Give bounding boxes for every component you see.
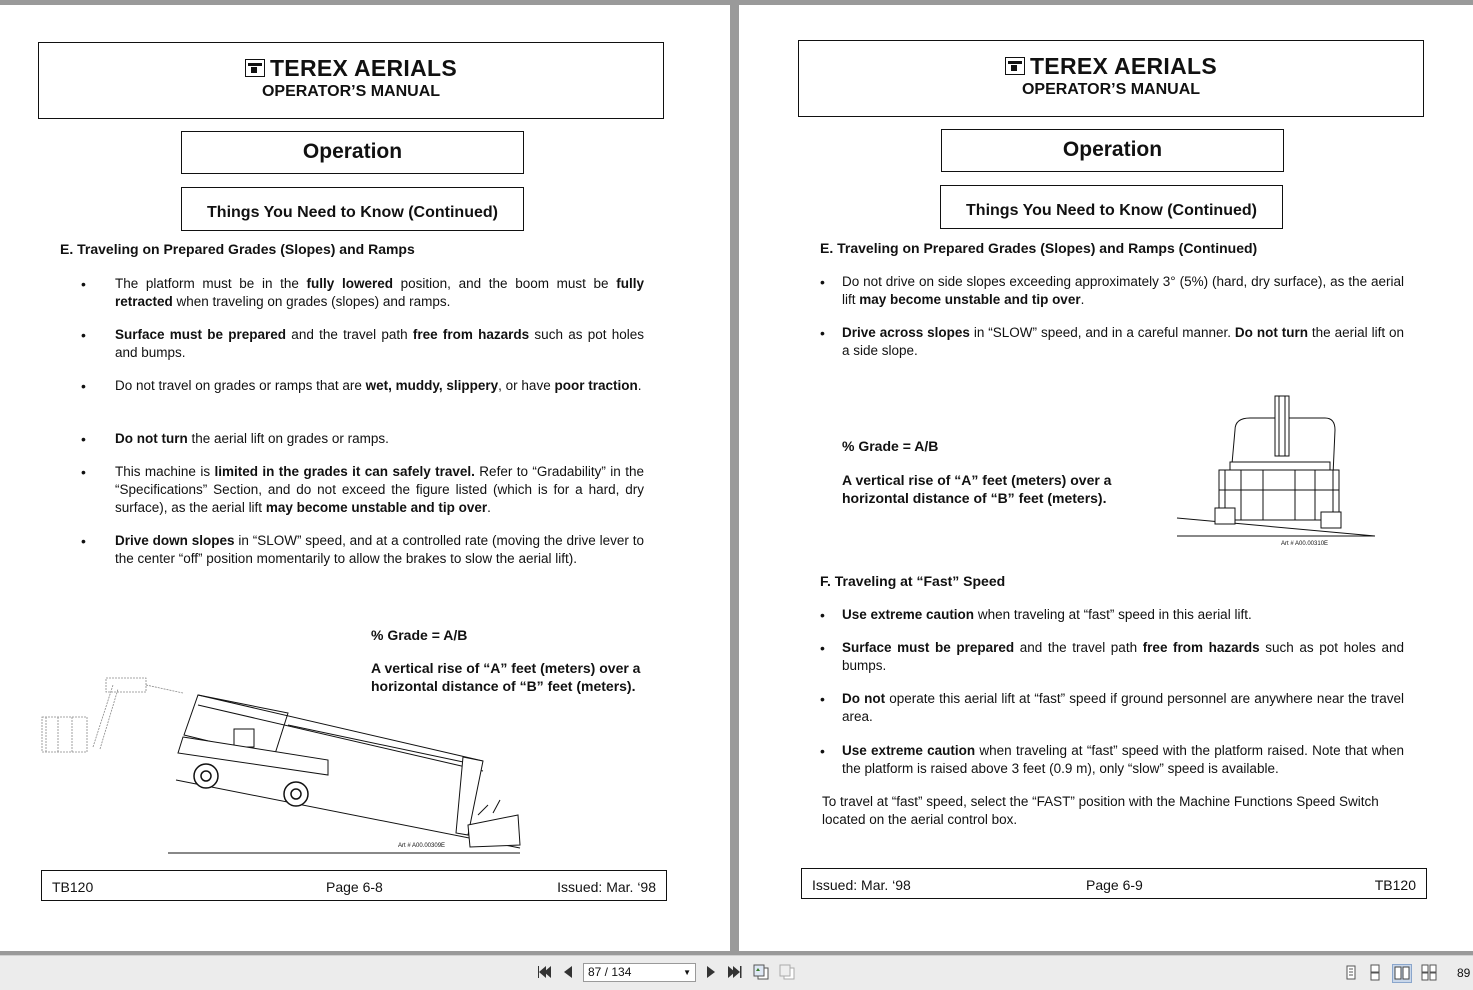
section-heading-f: F. Traveling at “Fast” Speed <box>820 573 1006 589</box>
bullet-text: Surface must be prepared and the travel path free from hazards such as pot holes and bumps. <box>115 327 644 360</box>
bullet-text: Do not travel on grades or ramps that are wet, muddy, slippery, or have poor traction. <box>115 378 642 393</box>
side-slope-lift-illustration <box>1175 390 1385 545</box>
brand-text: TEREX AERIALS <box>1029 53 1218 79</box>
boom-lift-slope-illustration <box>38 665 528 860</box>
brand-title <box>799 53 1423 79</box>
last-page-icon[interactable] <box>727 964 743 980</box>
zoom-level[interactable]: 89 <box>1457 966 1471 980</box>
bullet-dot-icon: • <box>81 276 86 292</box>
subsection-title: Things You Need to Know (Continued) <box>181 187 524 231</box>
section-title: Operation <box>941 129 1284 172</box>
header-box <box>38 42 664 119</box>
footer-page-number: Page 6-8 <box>326 879 383 895</box>
bullet-text: Drive across slopes in “SLOW” speed, and in a careful manner. Do not turn the aerial lift on a side slope. <box>842 325 1405 358</box>
terex-logo-icon <box>1005 57 1025 75</box>
bullet-text: Do not operate this aerial lift at “fast” speed if ground personnel are anywhere near the travel area. <box>842 691 1404 724</box>
bullet-dot-icon: • <box>81 533 86 549</box>
bullet-text: Do not turn the aerial lift on grades or ramps. <box>115 431 389 446</box>
page-footer <box>801 868 1427 899</box>
bullet-dot-icon: • <box>820 607 825 623</box>
grade-formula: % Grade = A/B <box>842 438 939 454</box>
bullet-item <box>81 377 644 437</box>
terex-logo-icon <box>245 59 265 77</box>
section-title: Operation <box>181 131 524 174</box>
brand-text: TEREX AERIALS <box>269 55 458 81</box>
bullet-dot-icon: • <box>81 327 86 343</box>
bullet-dot-icon: • <box>81 378 86 394</box>
footer-issue-date: Issued: Mar. ‘98 <box>557 879 656 895</box>
facing-icon[interactable] <box>1392 964 1412 983</box>
art-number: Art # A00.00309E <box>398 843 446 849</box>
bullet-text: Do not drive on side slopes exceeding approximately 3° (5%) (hard, dry surface), as the aerial lift may become unstable and tip over. <box>842 274 1404 307</box>
art-number: Art # A00.00310E <box>1281 541 1329 547</box>
footer-model: TB120 <box>1374 877 1416 893</box>
page-footer <box>41 870 667 901</box>
next-page-icon[interactable] <box>703 964 719 980</box>
brand-title <box>39 55 663 81</box>
bullet-item <box>820 324 1404 384</box>
grade-caption: A vertical rise of “A” feet (meters) over a horizontal distance of “B” feet (meters). <box>842 472 1112 506</box>
manual-title: OPERATOR’S MANUAL <box>261 83 441 100</box>
first-page-icon[interactable] <box>536 964 552 980</box>
bullet-item <box>820 690 1404 750</box>
manual-title: OPERATOR’S MANUAL <box>1021 81 1201 98</box>
bullet-item <box>81 463 644 523</box>
footer-model: TB120 <box>52 879 94 895</box>
closing-paragraph: To travel at “fast” speed, select the “FAST” position with the Machine Functions Speed Switch located on the aerial control box. <box>822 794 1379 827</box>
bullet-dot-icon: • <box>820 274 825 290</box>
bullet-dot-icon: • <box>81 431 86 447</box>
bullet-text: Use extreme caution when traveling at “fast” speed with the platform raised. Note that when the platform is raised above 3 feet (0.9 m), only “slow” speed is available. <box>842 743 1404 776</box>
footer-issue-date: Issued: Mar. ‘98 <box>812 877 911 893</box>
grade-caption: A vertical rise of “A” feet (meters) over a horizontal distance of “B” feet (meters). <box>371 660 641 694</box>
continuous-icon[interactable] <box>1366 964 1384 981</box>
page-number-text: 87 / 134 <box>588 965 632 979</box>
bullet-dot-icon: • <box>820 691 825 707</box>
navigation-toolbar <box>0 955 1473 990</box>
bullet-dot-icon: • <box>820 743 825 759</box>
bullet-text: This machine is limited in the grades it can safely travel. Refer to “Gradability” in the “Specifications” Section, and do not exceed the figure listed (which is for a hard, dry surface), as the aerial lift may become unstable and tip over. <box>115 464 644 515</box>
bullet-text: The platform must be in the fully lowered position, and the boom must be fully retracted when traveling on grades (slopes) and ramps. <box>115 276 644 309</box>
grade-formula: % Grade = A/B <box>371 627 468 643</box>
section-heading-e: E. Traveling on Prepared Grades (Slopes) and Ramps <box>60 241 415 257</box>
bullet-text: Drive down slopes in “SLOW” speed, and at a controlled rate (moving the drive lever to the center “off” position momentarily to allow the brakes to slow the aerial lift). <box>115 533 644 566</box>
footer-page-number: Page 6-9 <box>1086 877 1143 893</box>
previous-page-icon[interactable] <box>560 964 576 980</box>
subsection-title: Things You Need to Know (Continued) <box>940 185 1283 229</box>
header-box <box>798 40 1424 117</box>
section-heading-e: E. Traveling on Prepared Grades (Slopes) and Ramps (Continued) <box>820 240 1258 256</box>
page-left <box>0 5 730 951</box>
back-view-icon[interactable] <box>753 964 769 980</box>
single-page-icon[interactable] <box>1342 964 1360 981</box>
bullet-dot-icon: • <box>820 640 825 656</box>
dropdown-arrow-icon[interactable]: ▼ <box>683 968 691 977</box>
bullet-dot-icon: • <box>81 464 86 480</box>
page-right <box>739 5 1473 951</box>
bullet-item <box>81 532 644 592</box>
bullet-text: Use extreme caution when traveling at “fast” speed in this aerial lift. <box>842 607 1252 622</box>
page-number-input[interactable] <box>583 963 696 982</box>
bullet-dot-icon: • <box>820 325 825 341</box>
continuous-facing-icon[interactable] <box>1420 964 1438 981</box>
forward-view-icon[interactable] <box>779 964 795 980</box>
bullet-text: Surface must be prepared and the travel path free from hazards such as pot holes and bumps. <box>842 640 1404 673</box>
